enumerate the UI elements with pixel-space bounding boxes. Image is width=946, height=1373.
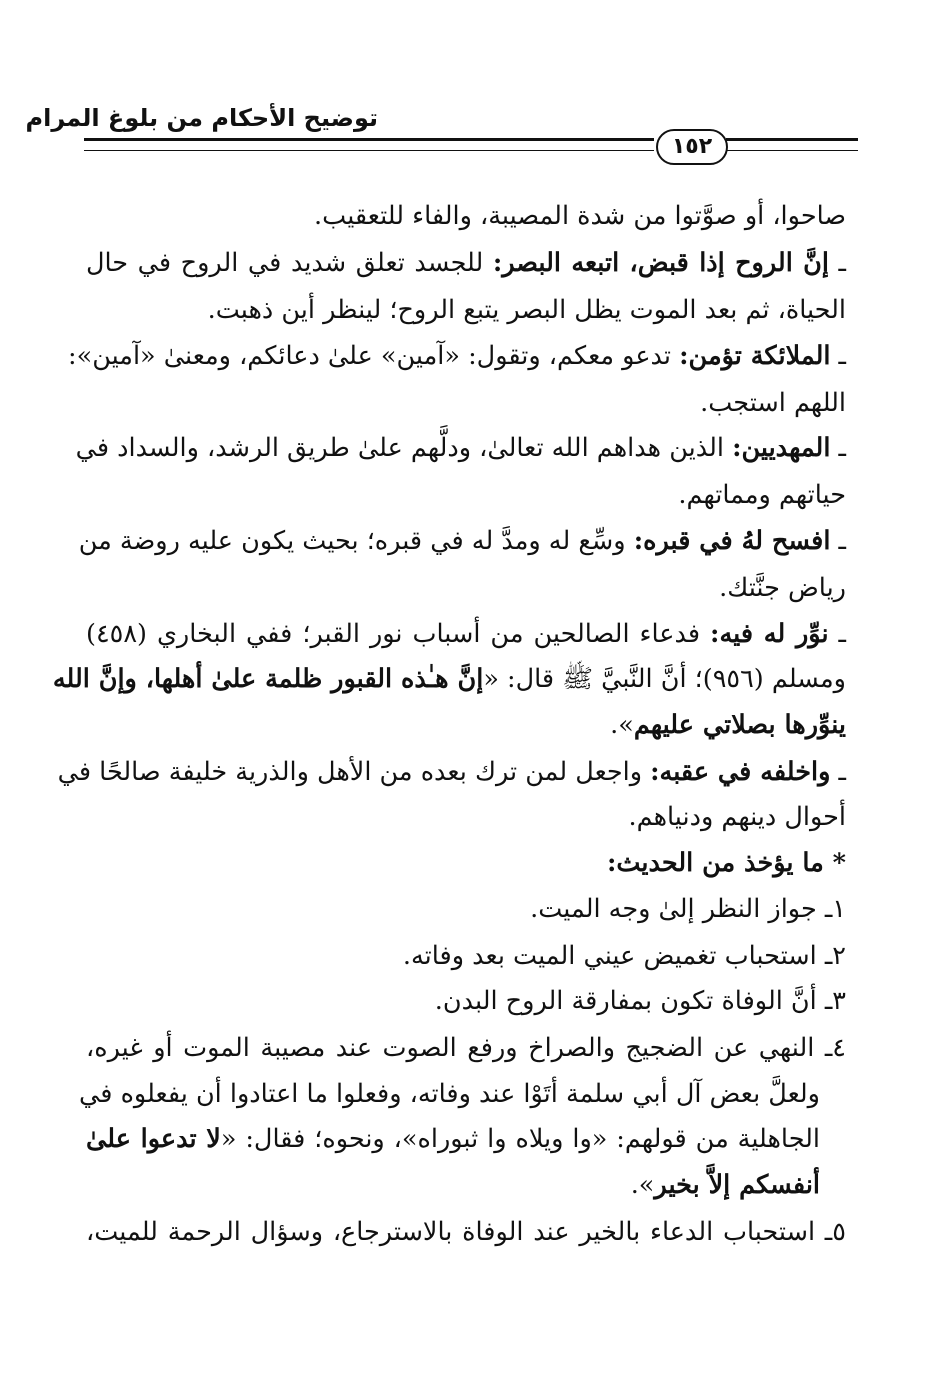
text-line bbox=[435, 981, 846, 1021]
text-run: ـ bbox=[830, 433, 846, 463]
bold-phrase: واخلفه في عقبه: bbox=[650, 757, 831, 787]
text-line bbox=[52, 659, 846, 699]
text-line bbox=[78, 521, 846, 561]
bold-phrase: إنَّ الروح إذا قبض، اتبعه البصر: bbox=[492, 248, 829, 278]
text-run: ٣ـ أنَّ الوفاة تكون بمفارقة الروح البدن. bbox=[434, 986, 846, 1016]
text-run: ٢ـ استحباب تغميض عيني الميت بعد وفاته. bbox=[402, 941, 846, 971]
text-line bbox=[700, 383, 846, 423]
text-line bbox=[607, 843, 846, 883]
bold-phrase: الملائكة تؤمن: bbox=[679, 341, 831, 371]
text-line bbox=[57, 752, 846, 792]
text-run: ٤ـ النهي عن الضجيج والصراخ ورفع الصوت عند مصيبة الموت أو غيره، bbox=[86, 1033, 846, 1063]
text-run: للجسد تعلق شديد في الروح في حال bbox=[86, 248, 493, 278]
text-run: ». bbox=[610, 710, 634, 740]
text-line bbox=[403, 936, 846, 976]
text-line bbox=[678, 475, 846, 515]
text-line bbox=[208, 290, 846, 330]
page-number: ١٥٢ bbox=[656, 129, 728, 165]
bold-phrase: أنفسكم إلاَّ بخير bbox=[654, 1170, 820, 1200]
bold-phrase: لا تدعوا علىٰ bbox=[86, 1124, 221, 1154]
text-run: ـ bbox=[830, 341, 846, 371]
text-line bbox=[530, 889, 846, 929]
text-run: ١ـ جواز النظر إلىٰ وجه الميت. bbox=[530, 894, 846, 924]
text-run: اللهم استجب. bbox=[700, 388, 846, 418]
header-rule-left-bottom bbox=[84, 150, 654, 151]
text-line bbox=[86, 614, 846, 654]
bold-phrase: إنَّ هـٰذه القبور ظلمة علىٰ أهلها، وإنَّ الله bbox=[52, 664, 484, 694]
header-rule-right-bottom bbox=[726, 150, 858, 151]
book-title: توضيح الأحكام من بلوغ المرام bbox=[25, 104, 378, 132]
text-line bbox=[86, 1212, 846, 1252]
bold-phrase: المهديين: bbox=[732, 433, 831, 463]
header-rule-right-top bbox=[726, 138, 858, 141]
text-run: ـ bbox=[828, 619, 846, 649]
text-run: رياض جنَّتك. bbox=[719, 573, 846, 603]
text-run: ـ bbox=[830, 526, 846, 556]
bold-phrase: * ما يؤخذ من الحديث: bbox=[606, 848, 846, 878]
bold-phrase: نوِّر له فيه: bbox=[710, 619, 829, 649]
text-run: ٥ـ استحباب الدعاء بالخير عند الوفاة بالاسترجاع، وسؤال الرحمة للميت، bbox=[86, 1217, 846, 1247]
text-line bbox=[86, 243, 846, 283]
text-line bbox=[68, 336, 846, 376]
text-line bbox=[79, 1074, 820, 1114]
text-run: فدعاء الصالحين من أسباب نور القبر؛ ففي البخاري (٤٥٨) bbox=[86, 619, 711, 649]
text-line bbox=[314, 196, 846, 236]
text-line bbox=[86, 1119, 820, 1159]
text-line bbox=[610, 705, 846, 745]
text-run: صاحوا، أو صوَّتوا من شدة المصيبة، والفاء للتعقيب. bbox=[314, 201, 846, 231]
text-run: ولعلَّ بعض آل أبي سلمة أتَوْا عند وفاته، وفعلوا ما اعتادوا أن يفعلوه في bbox=[79, 1079, 820, 1109]
text-run: الذين هداهم الله تعالىٰ، ودلَّهم علىٰ طريق الرشد، والسداد في bbox=[75, 433, 733, 463]
text-run: الحياة، ثم بعد الموت يظل البصر يتبع الروح؛ لينظر أين ذهبت. bbox=[207, 295, 846, 325]
text-run: أحوال دينهم ودنياهم. bbox=[628, 802, 846, 832]
text-run: واجعل لمن ترك بعده من الأهل والذرية خليفة صالحًا في bbox=[57, 757, 651, 787]
bold-phrase: افسح لهُ في قبره: bbox=[633, 526, 831, 556]
text-line bbox=[86, 1028, 846, 1068]
text-run: الجاهلية من قولهم: «وا ويلاه وا ثبوراه»، ونحوه؛ فقال: « bbox=[220, 1124, 821, 1154]
text-run: حياتهم ومماتهم. bbox=[678, 480, 846, 510]
text-run: ـ bbox=[830, 757, 846, 787]
text-run: تدعو معكم، وتقول: «آمين» علىٰ دعائكم، ومعنىٰ «آمين»: bbox=[68, 341, 680, 371]
text-line bbox=[719, 568, 846, 608]
bold-phrase: ينوِّرها بصلاتي عليهم bbox=[633, 710, 846, 740]
text-run: ـ bbox=[828, 248, 846, 278]
text-run: ومسلم (٩٥٦)؛ أنَّ النَّبيَّ ﷺ قال: « bbox=[483, 664, 846, 694]
text-run: ». bbox=[630, 1170, 655, 1200]
header-rule-left-top bbox=[84, 138, 654, 141]
text-line bbox=[631, 1165, 820, 1205]
text-line bbox=[75, 428, 846, 468]
text-run: وسِّع له ومدَّ له في قبره؛ بحيث يكون عليه روضة من bbox=[78, 526, 634, 556]
text-line bbox=[629, 797, 846, 837]
